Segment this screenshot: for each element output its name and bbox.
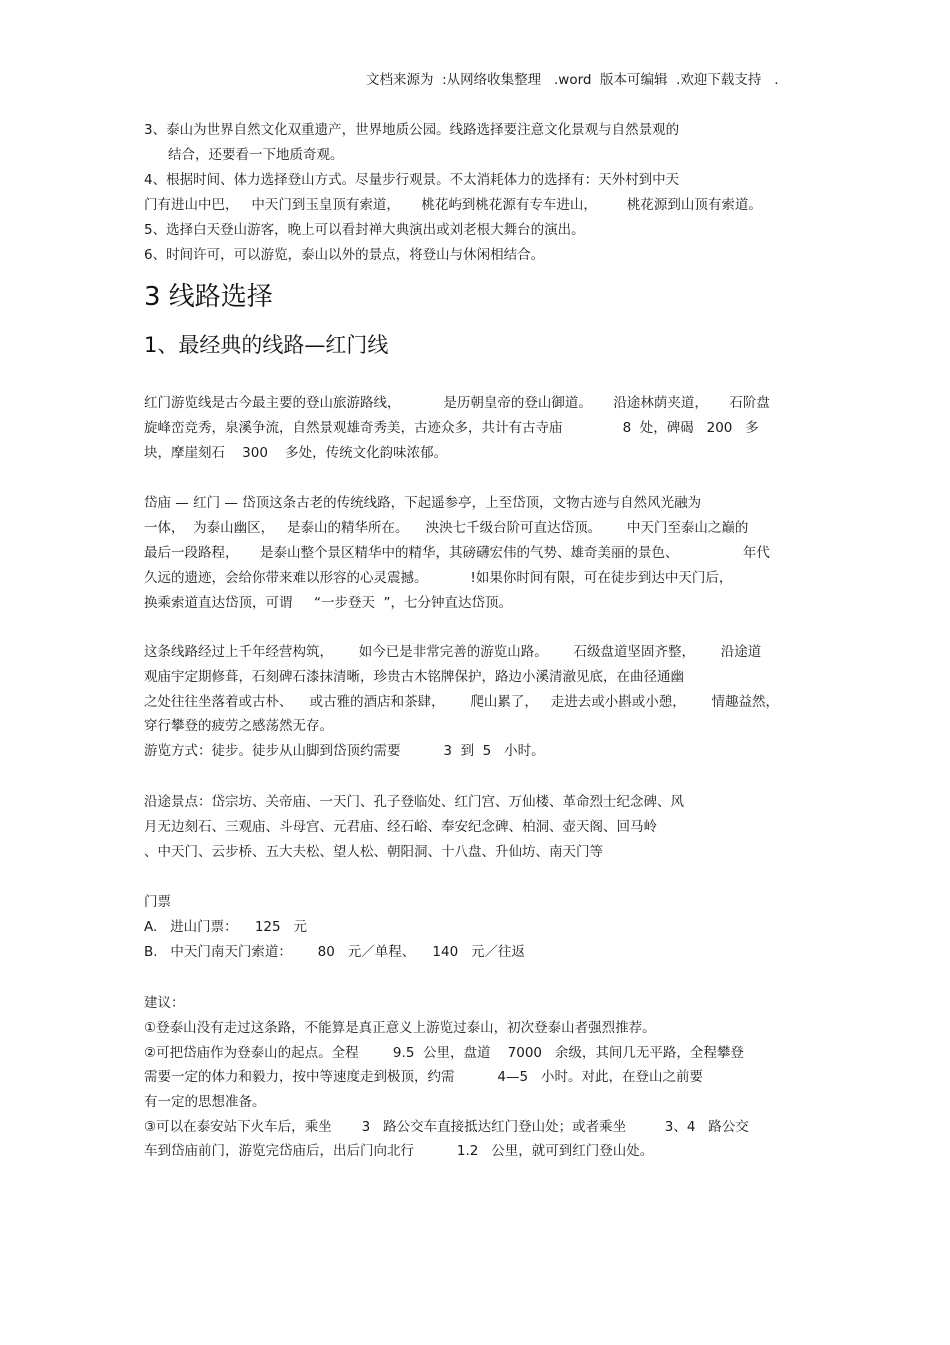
tour-method: 游览方式：徒步。徒步从山脚到岱顶约需要 3 到 5 小时。 [144, 743, 545, 759]
para2-line-2: 一体， 为泰山幽区， 是泰山的精华所在。 泱泱七千级台阶可直达岱顶。 中天门至泰山之巅的 [144, 520, 749, 536]
section-title: 3 线路选择 [144, 282, 273, 312]
advice-heading: 建议： [144, 995, 185, 1011]
para2-line-1: 岱庙 — 红门 — 岱顶这条古老的传统线路，下起遥参亭，上至岱顶，文物古迹与自然风光融为 [144, 495, 702, 511]
advice-3-line-2: 车到岱庙前门，游览完岱庙后，出后门向北行 1.2 公里，就可到红门登山处。 [144, 1143, 654, 1159]
tickets-heading: 门票 [144, 894, 171, 910]
para3-line-4: 穿行攀登的疲劳之感荡然无存。 [144, 718, 333, 734]
para1-line-3: 块，摩崖刻石 300 多处，传统文化韵味浓郁。 [144, 445, 448, 461]
scenic-line-2: 月无边刻石、三观庙、斗母宫、元君庙、经石峪、奉安纪念碑、柏洞、壶天阁、回马岭 [144, 819, 657, 835]
tip-4-line-2: 门有进山中巴， 中天门到玉皇顶有索道， 桃花屿到桃花源有专车进山， 桃花源到山顶有索道。 [144, 197, 762, 213]
para3-line-3: 之处往往坐落着或古朴、 或古雅的酒店和茶肆， 爬山累了， 走进去或小斟或小憩， 情趣益然， [144, 694, 780, 710]
advice-1: ①登泰山没有走过这条路，不能算是真正意义上游览过泰山，初次登泰山者强烈推荐。 [144, 1020, 656, 1036]
ticket-entry: A. 进山门票： 125 元 [144, 919, 307, 935]
subsection-title: 1、最经典的线路—红门线 [144, 333, 389, 357]
advice-2-line-1: ②可把岱庙作为登泰山的起点。全程 9.5 公里，盘道 7000 余级，其间几无平路，全程攀登 [144, 1045, 744, 1061]
tip-4-line-1: 4、根据时间、体力选择登山方式。尽量步行观景。不太消耗体力的选择有：天外村到中天 [144, 172, 680, 188]
para3-line-1: 这条线路经过上千年经营构筑， 如今已是非常完善的游览山路。 石级盘道坚固齐整， 沿途道 [144, 644, 762, 660]
scenic-line-1: 沿途景点：岱宗坊、关帝庙、一天门、孔子登临处、红门宫、万仙楼、革命烈士纪念碑、风 [144, 794, 684, 810]
scenic-line-3: 、中天门、云步桥、五大夫松、望人松、朝阳洞、十八盘、升仙坊、南天门等 [144, 844, 603, 860]
ticket-cableway: B. 中天门南天门索道： 80 元／单程、 140 元／往返 [144, 944, 526, 960]
advice-3-line-1: ③可以在泰安站下火车后，乘坐 3 路公交车直接抵达红门登山处；或者乘坐 3、4 路公交 [144, 1119, 749, 1135]
para2-line-3: 最后一段路程， 是泰山整个景区精华中的精华，其磅礴宏伟的气势、雄奇美丽的景色、 年代 [144, 545, 770, 561]
tip-5: 5、选择白天登山游客，晚上可以看封禅大典演出或刘老根大舞台的演出。 [144, 222, 585, 238]
para1-line-1: 红门游览线是古今最主要的登山旅游路线， 是历朝皇帝的登山御道。 沿途林荫夹道， 石阶盘 [144, 395, 770, 411]
advice-2-line-2: 需要一定的体力和毅力，按中等速度走到极顶，约需 4—5 小时。对此，在登山之前要 [144, 1069, 703, 1085]
para3-line-2: 观庙宇定期修葺，石刻碑石漆抹清晰，珍贵古木铭牌保护，路边小溪清澈见底，在曲径通幽 [144, 669, 684, 685]
para2-line-5: 换乘索道直达岱顶，可谓 “一步登天 ”，七分钟直达岱顶。 [144, 595, 513, 611]
para2-line-4: 久远的遗迹，会给你带来难以形容的心灵震撼。 !如果你时间有限，可在徒步到达中天门后， [144, 570, 733, 586]
para1-line-2: 旋峰峦竞秀，泉溪争流，自然景观雄奇秀美，古迹众多，共计有古寺庙 8 处，碑碣 200 多 [144, 420, 759, 436]
advice-2-line-3: 有一定的思想准备。 [144, 1094, 266, 1110]
tip-3-line-1: 3、泰山为世界自然文化双重遗产，世界地质公园。线路选择要注意文化景观与自然景观的 [144, 122, 680, 138]
header-note: 文档来源为 :从网络收集整理 .word 版本可编辑 .欢迎下载支持 . [366, 72, 779, 88]
tip-3-line-2: 结合，还要看一下地质奇观。 [168, 147, 344, 163]
tip-6: 6、时间许可，可以游览，泰山以外的景点，将登山与休闲相结合。 [144, 247, 545, 263]
